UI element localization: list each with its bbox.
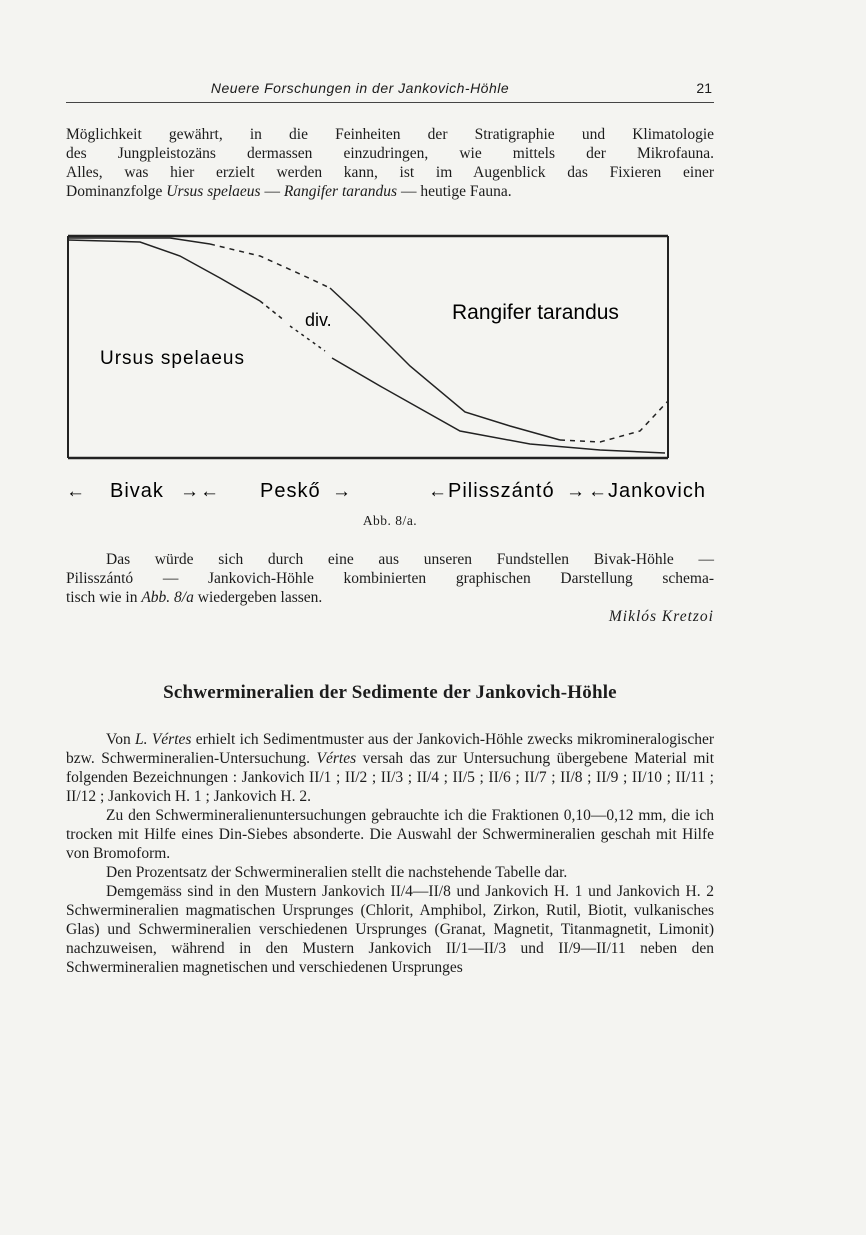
region-label-bivak: [66, 480, 199, 502]
section-paragraph-1: [66, 730, 714, 806]
p2-line-1: Das würde sich durch eine aus unseren Fundstellen Bivak-Höhle —: [106, 551, 714, 568]
dash: —: [264, 183, 280, 200]
running-head: [66, 80, 714, 102]
region-pilisszanto: Pilisszántó: [448, 480, 555, 502]
page-number: 21: [696, 80, 712, 96]
intro-line-4-end: heutige Fauna.: [420, 183, 512, 200]
p2-line-3-end: wiedergeben lassen.: [197, 589, 323, 606]
label-rangifer: Rangifer tarandus: [452, 301, 619, 324]
arrow-left: ←: [588, 481, 607, 502]
dash: —: [400, 183, 417, 200]
chart-svg: [60, 226, 720, 506]
figure-reference: Abb. 8/a: [141, 589, 194, 606]
arrow-right: →: [566, 481, 585, 502]
author-name-2: Vértes: [316, 750, 357, 767]
intro-line-2: des Jungpleistozäns dermassen einzudringen, wie mittels der Mikrofauna.: [66, 145, 714, 162]
arrow-left: ←: [200, 481, 219, 502]
section-paragraph-3: Den Prozentsatz der Schwermineralien stellt die nachstehende Tabelle dar.: [106, 864, 568, 881]
arrow-left: ←: [66, 481, 85, 502]
header-rule: [66, 102, 714, 103]
dominance-chart: [60, 226, 720, 506]
intro-line-1: Möglichkeit gewährt, in die Feinheiten der Stratigraphie und Klimatologie: [66, 126, 714, 143]
label-div: div.: [305, 310, 332, 330]
ursus-curve-dashed: [260, 301, 285, 321]
ursus-curve-lower: [332, 358, 665, 453]
region-pesko: Peskő: [260, 480, 321, 502]
p-mid-1: erhielt ich Sedimentmuster aus der Jankovich-Höhle zwecks mikromineralogischer bzw. Schwermineralien-Untersuchung.: [66, 731, 715, 767]
region-jankovich: Jankovich: [608, 480, 706, 502]
intro-paragraph: [66, 125, 714, 201]
p2-line-3-start: tisch wie in: [66, 589, 138, 606]
intro-line-3: Alles, was hier erzielt werden kann, ist im Augenblick das Fixieren einer: [66, 164, 714, 181]
section-body: [66, 730, 714, 977]
section-paragraph-2: Zu den Schwermineralienuntersuchungen gebrauchte ich die Fraktionen 0,10—0,12 mm, die ich trocken mit Hilfe eines Din-Siebes absonderte. Die Auswahl der Schwermineralien geschah mit Hilfe von Bromoform.: [66, 807, 714, 862]
species-ursus: Ursus spelaeus: [166, 183, 261, 200]
p2-line-2: Pilisszántó — Jankovich-Höhle kombinierten graphischen Darstellung schema-: [66, 570, 714, 587]
author-name: L. Vértes: [135, 731, 192, 748]
label-ursus: Ursus spelaeus: [100, 348, 245, 369]
species-rangifer: Rangifer tarandus: [283, 183, 398, 200]
author-signature: Miklós Kretzoi: [608, 608, 714, 625]
region-label-pilisszanto: [428, 480, 585, 502]
rangifer-curve-dashed: [210, 244, 330, 288]
p-mid-2: versah das zur Untersuchung übergebene Material mit folgenden Bezeichnungen : Jankovich II/1 ; II/2 ; II/3 ; II/4 ; II/5 ; II/6 ; II/7 ; II/8 ; II/9 ; II/10 ; II/11 ; II/12 ; Jankovich H. 1 ; Jankovich H. 2.: [66, 750, 715, 805]
region-label-jankovich: [588, 480, 706, 502]
p-start: Von: [106, 731, 131, 748]
region-label-pesko: [200, 480, 351, 502]
region-bivak: Bivak: [110, 480, 164, 502]
section-heading: Schwermineralien der Sedimente der Jankovich-Höhle: [163, 682, 617, 703]
section-paragraph-4: Demgemäss sind in den Mustern Jankovich II/4—II/8 und Jankovich H. 1 und Jankovich H. 2 Schwermineralien magmatischen Ursprunges (Chlorit, Amphibol, Zirkon, Rutil, Biotit, vulkanisches Glas) und Schwermineralien verschiedenen Ursprunges (Granat, Magnetit, Titanmagnetit, Limonit) nachzuweisen, während in den Mustern Jankovich II/1—II/3 und II/9—II/11 neben den Schwermineralien magnetischen und verschiedenen Ursprunges: [66, 883, 714, 976]
paragraph-2: [66, 550, 714, 607]
arrow-left: ←: [428, 481, 447, 502]
intro-line-4-start: Dominanzfolge: [66, 183, 163, 200]
arrow-right: →: [332, 481, 351, 502]
rangifer-curve-rise: [560, 401, 668, 442]
figure-caption: Abb. 8/a.: [362, 513, 418, 528]
arrow-right: →: [180, 481, 199, 502]
running-title: Neuere Forschungen in der Jankovich-Höhle: [210, 80, 510, 96]
